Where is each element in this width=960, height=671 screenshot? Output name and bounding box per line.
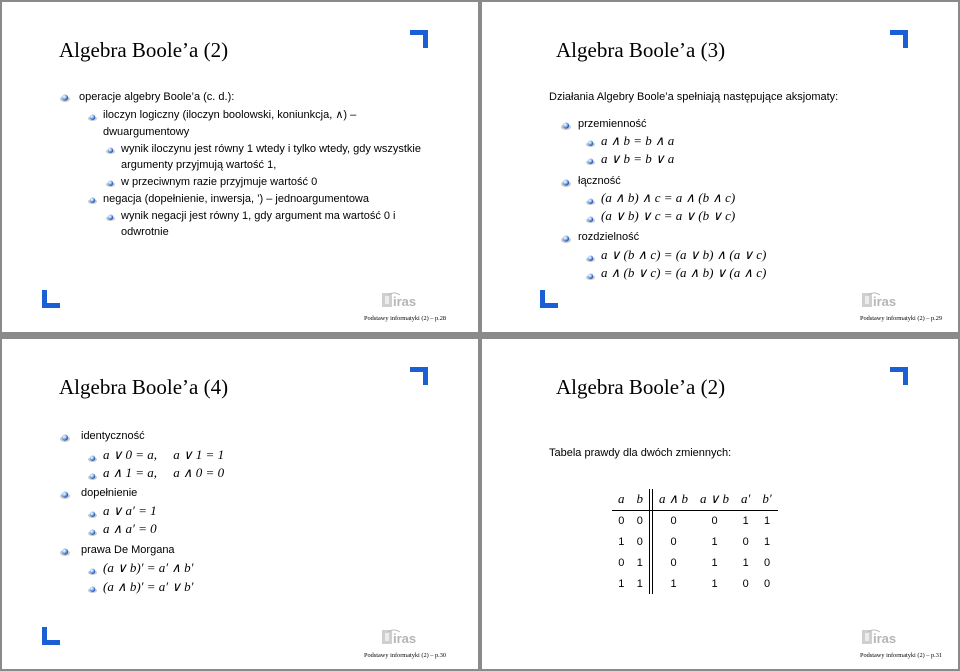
law-label: identyczność: [81, 430, 145, 442]
list-item: odwrotnie: [121, 226, 169, 238]
formula: a ∨ a′ = 1: [103, 503, 157, 518]
bullet-ball-icon: [60, 434, 71, 442]
table-cell: 1: [711, 556, 718, 569]
list-item: wynik negacji jest równy 1, gdy argument ma wartość 0 i: [121, 210, 396, 222]
intro-text: Tabela prawdy dla dwóch zmiennych:: [549, 447, 732, 459]
table-header: a: [612, 489, 631, 510]
corner-mark-icon: [890, 367, 908, 385]
axiom-label: przemienność: [578, 118, 647, 130]
slide-title: Algebra Boole’a (4): [59, 375, 229, 399]
table-header: b′: [756, 489, 777, 510]
list-item: w przeciwnym razie przyjmuje wartość 0: [121, 176, 318, 188]
table-cell: 1: [670, 577, 677, 590]
table-row: [612, 531, 778, 552]
list-item: wynik iloczynu jest równy 1 wtedy i tylko wtedy, gdy wszystkie: [121, 143, 421, 155]
table-cell: 1: [636, 556, 643, 569]
table-cell: 1: [618, 535, 625, 548]
formula: a ∨ (b ∧ c) = (a ∨ b) ∧ (a ∨ c): [601, 247, 767, 262]
institute-logo: [860, 291, 912, 313]
table-row: [612, 510, 778, 531]
corner-mark-icon: [410, 30, 428, 48]
corner-mark-icon: [410, 367, 428, 385]
bullet-ball-icon: [60, 491, 71, 499]
formula: a ∧ (b ∨ c) = (a ∧ b) ∨ (a ∧ c): [601, 265, 767, 280]
corner-mark-icon: [42, 290, 60, 308]
bullet-ball-icon: [88, 114, 98, 121]
list-item: iloczyn logiczny (iloczyn boolowski, koniunkcja, ∧) –: [103, 109, 357, 121]
page-footer: Podstawy informatyki (2) – p.30: [364, 652, 447, 659]
bullet-ball-icon: [586, 255, 596, 262]
table-cell: 0: [636, 535, 643, 548]
slide-30: [2, 339, 478, 669]
table-cell: 1: [763, 514, 771, 527]
slide-title: Algebra Boole’a (2): [59, 38, 229, 62]
intro-text: Działania Algebry Boole’a spełniają następujące aksjomaty:: [549, 91, 839, 103]
bullet-ball-icon: [586, 273, 596, 280]
slide-title: Algebra Boole’a (3): [556, 38, 726, 62]
page-footer: Podstawy informatyki (2) – p.31: [860, 652, 943, 659]
table-cell: 0: [670, 535, 677, 548]
formula: a ∨ 0 = a, a ∨ 1 = 1: [103, 447, 225, 462]
page-footer: Podstawy informatyki (2) – p.28: [364, 315, 447, 322]
corner-mark-icon: [540, 290, 558, 308]
law-label: prawa De Morgana: [81, 544, 175, 556]
table-header: a′: [735, 489, 756, 510]
table-cell: 1: [618, 577, 625, 590]
slide-28: [2, 2, 478, 332]
list-item: operacje algebry Boole’a (c. d.):: [79, 91, 235, 103]
table-cell: 0: [618, 556, 625, 569]
formula: (a ∧ b)′ = a′ ∨ b′: [103, 579, 194, 594]
table-cell: 1: [763, 535, 771, 548]
bullet-ball-icon: [106, 214, 116, 221]
slide-29: [482, 2, 958, 332]
formula: a ∧ 1 = a, a ∧ 0 = 0: [103, 465, 225, 480]
formula: (a ∧ b) ∧ c = a ∧ (b ∧ c): [601, 190, 736, 205]
bullet-ball-icon: [586, 158, 596, 165]
table-row: [612, 573, 778, 594]
bullet-ball-icon: [586, 216, 596, 223]
institute-logo: [380, 291, 432, 313]
bullet-ball-icon: [586, 198, 596, 205]
table-cell: 1: [636, 577, 643, 590]
institute-logo: [860, 628, 912, 650]
formula: a ∧ b = b ∧ a: [601, 133, 675, 148]
bullet-ball-icon: [561, 235, 572, 243]
bullet-ball-icon: [88, 568, 98, 575]
table-header-row: [612, 489, 778, 510]
bullet-ball-icon: [88, 586, 98, 593]
axiom-label: rozdzielność: [578, 231, 640, 243]
bullet-ball-icon: [561, 122, 572, 130]
law-label: dopełnienie: [81, 487, 138, 499]
table-cell: 0: [618, 514, 625, 527]
formula: a ∧ a′ = 0: [103, 521, 157, 536]
page-footer: Podstawy informatyki (2) – p.29: [860, 315, 943, 322]
table-cell: 1: [711, 577, 718, 590]
formula: (a ∨ b) ∨ c = a ∨ (b ∨ c): [601, 208, 736, 223]
bullet-ball-icon: [88, 529, 98, 536]
bullet-ball-icon: [88, 455, 98, 462]
list-item: dwuargumentowy: [103, 126, 190, 138]
table-header: b: [631, 489, 650, 510]
axiom-label: łączność: [578, 175, 621, 187]
list-item: negacja (dopełnienie, inwersja, ’) – jednoargumentowa: [103, 193, 369, 205]
table-cell: 0: [711, 514, 718, 527]
corner-mark-icon: [890, 30, 908, 48]
table-cell: 1: [711, 535, 718, 548]
table-header: a ∨ b: [694, 489, 735, 510]
institute-logo: [380, 628, 432, 650]
bullet-ball-icon: [60, 94, 71, 102]
slide-31: [482, 339, 958, 669]
bullet-ball-icon: [106, 147, 116, 154]
truth-table: [612, 489, 778, 594]
table-cell: 1: [742, 556, 749, 569]
table-cell: 0: [742, 577, 749, 590]
bullet-ball-icon: [88, 473, 98, 480]
formula: (a ∨ b)′ = a′ ∧ b′: [103, 560, 194, 575]
table-header: a ∧ b: [653, 489, 695, 510]
table-cell: 0: [670, 514, 677, 527]
formula: a ∨ b = b ∨ a: [601, 151, 675, 166]
table-cell: 0: [763, 556, 771, 569]
table-cell: 0: [636, 514, 643, 527]
table-cell: 0: [742, 535, 749, 548]
bullet-ball-icon: [60, 548, 71, 556]
slide-title: Algebra Boole’a (2): [556, 375, 726, 399]
table-cell: 1: [742, 514, 749, 527]
bullet-ball-icon: [106, 180, 116, 187]
bullet-ball-icon: [88, 197, 98, 204]
table-row: [612, 552, 778, 573]
corner-mark-icon: [42, 627, 60, 645]
bullet-ball-icon: [586, 140, 596, 147]
list-item: argumenty przyjmują wartość 1,: [121, 159, 277, 171]
table-cell: 0: [763, 577, 771, 590]
bullet-ball-icon: [561, 179, 572, 187]
table-cell: 0: [670, 556, 677, 569]
bullet-ball-icon: [88, 511, 98, 518]
